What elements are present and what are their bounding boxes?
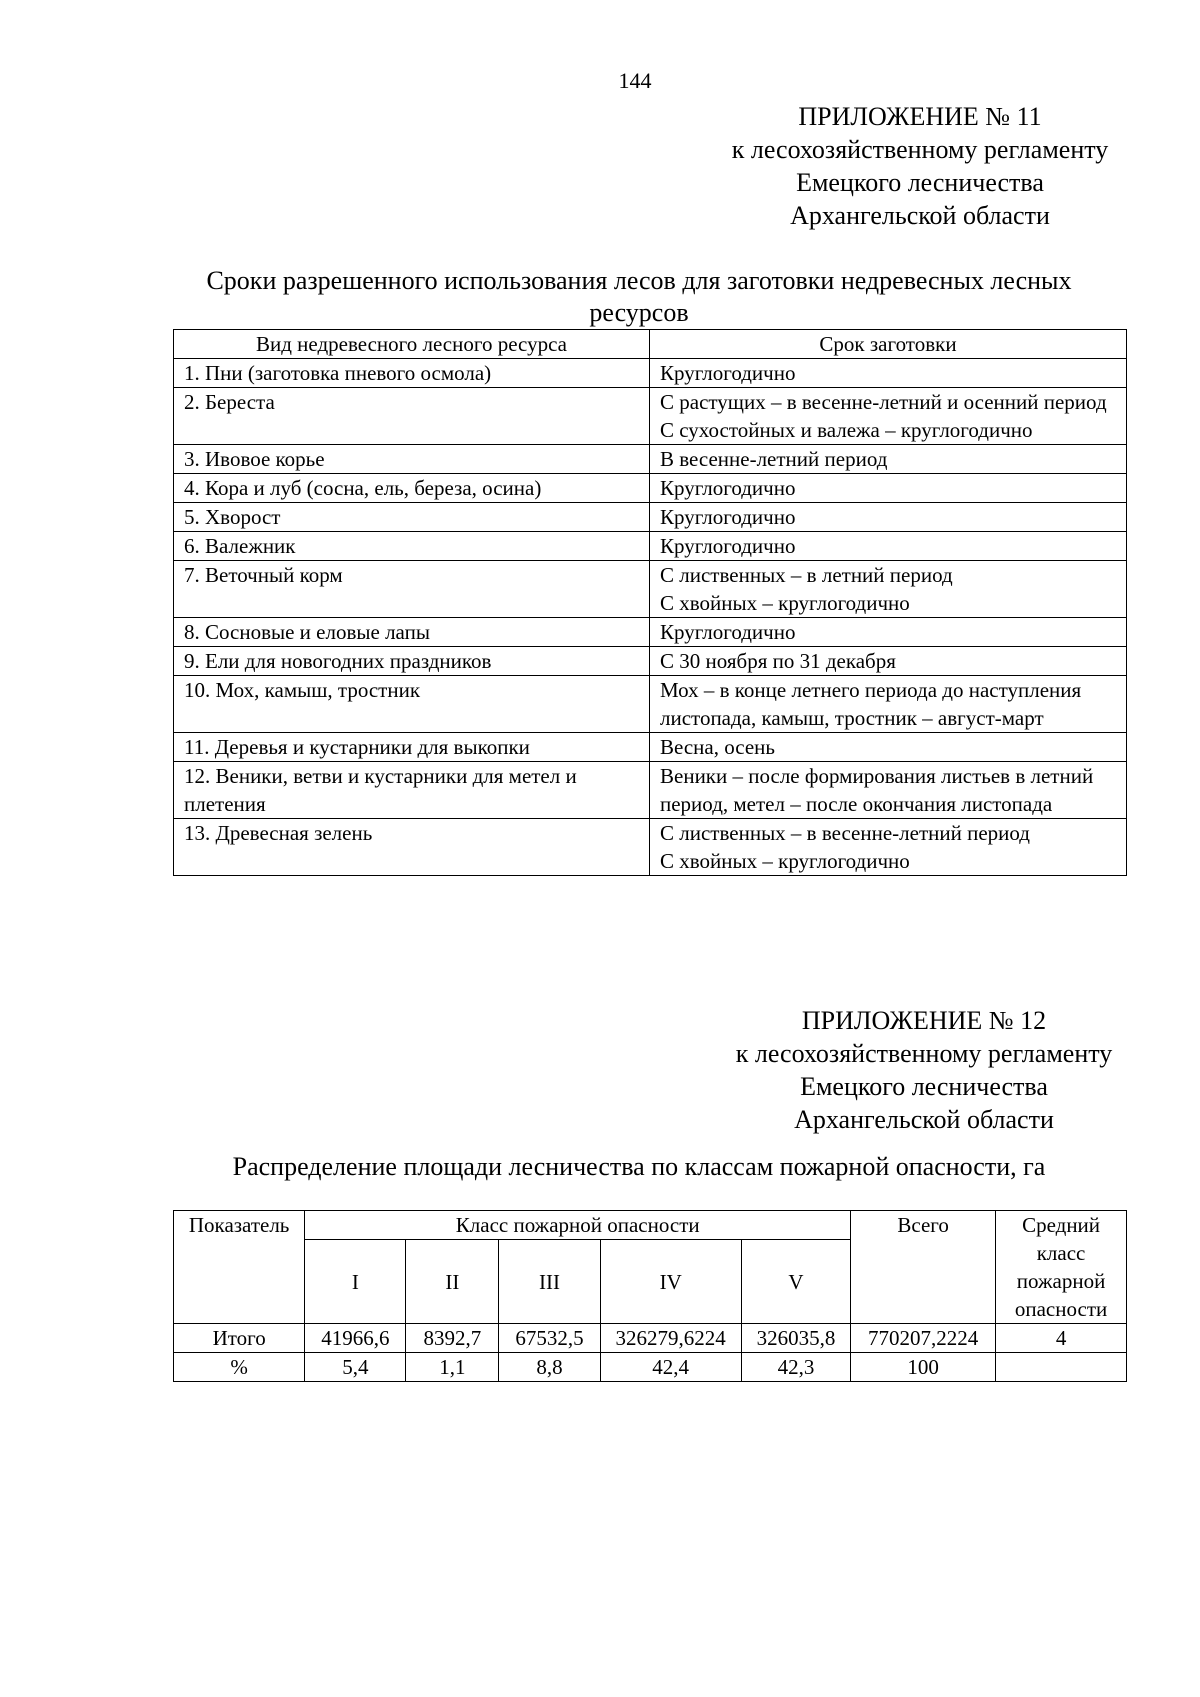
resource-cell: 6. Валежник <box>174 532 650 561</box>
resource-cell: 13. Древесная зелень <box>174 819 650 876</box>
term-cell <box>650 359 1127 388</box>
term-cell <box>650 445 1127 474</box>
term-cell <box>650 762 1127 819</box>
table-row <box>174 647 1127 676</box>
appendix-11-line: Архангельской области <box>790 201 1050 230</box>
total-cell: 100 <box>851 1353 996 1382</box>
appendix-12-line: Емецкого лесничества <box>800 1072 1048 1101</box>
harvest-terms-body <box>174 359 1127 876</box>
resource-cell: 9. Ели для новогодних праздников <box>174 647 650 676</box>
table-11-title <box>150 265 1128 329</box>
table-row <box>174 561 1127 618</box>
class-header: IV <box>600 1240 741 1324</box>
resource-cell: 2. Береста <box>174 388 650 445</box>
class-value-cell: 5,4 <box>305 1353 406 1382</box>
appendix-12-line: ПРИЛОЖЕНИЕ № 12 <box>801 1006 1047 1035</box>
term-line: С сухостойных и валежа – круглогодично <box>660 418 1033 442</box>
table-row <box>174 762 1127 819</box>
table-row <box>174 532 1127 561</box>
table-11-title-line: ресурсов <box>589 298 689 327</box>
table-row <box>174 733 1127 762</box>
table-row <box>174 445 1127 474</box>
column-header-average: Средний класс пожарной опасности <box>996 1211 1127 1324</box>
term-line: С лиственных – в летний период <box>660 563 953 587</box>
term-cell <box>650 819 1127 876</box>
term-cell <box>650 618 1127 647</box>
class-value-cell: 42,4 <box>600 1353 741 1382</box>
term-cell <box>650 647 1127 676</box>
fire-danger-table <box>173 1210 1127 1382</box>
table-row <box>174 388 1127 445</box>
class-value-cell: 67532,5 <box>499 1324 600 1353</box>
class-value-cell: 1,1 <box>406 1353 499 1382</box>
term-cell <box>650 388 1127 445</box>
table-row <box>174 1324 1127 1353</box>
term-line: С хвойных – круглогодично <box>660 591 910 615</box>
term-line: С лиственных – в весенне-летний период <box>660 821 1030 845</box>
table-row <box>174 1353 1127 1382</box>
appendix-12-line: Архангельской области <box>794 1105 1054 1134</box>
total-cell: 770207,2224 <box>851 1324 996 1353</box>
appendix-11-heading <box>680 100 1160 232</box>
table-header-row <box>174 1211 1127 1240</box>
class-value-cell: 326035,8 <box>741 1324 850 1353</box>
table-row <box>174 819 1127 876</box>
term-cell <box>650 474 1127 503</box>
class-header: I <box>305 1240 406 1324</box>
average-cell <box>996 1353 1127 1382</box>
term-line: Круглогодично <box>660 505 796 529</box>
term-line: С растущих – в весенне-летний и осенний период <box>660 390 1107 414</box>
harvest-terms-table <box>173 329 1127 876</box>
column-header-total: Всего <box>851 1211 996 1324</box>
class-header: V <box>741 1240 850 1324</box>
column-header-class-group: Класс пожарной опасности <box>305 1211 851 1240</box>
page-number: 144 <box>618 68 652 93</box>
appendix-11-line: к лесохозяйственному регламенту <box>731 135 1109 164</box>
fire-danger-body <box>174 1324 1127 1382</box>
column-header-indicator: Показатель <box>174 1211 305 1324</box>
term-line: Круглогодично <box>660 620 796 644</box>
term-line: Круглогодично <box>660 476 796 500</box>
term-line: Весна, осень <box>660 735 775 759</box>
table-11-title-line: Сроки разрешенного использования лесов для заготовки недревесных лесных <box>206 266 1072 295</box>
resource-cell: 12. Веники, ветви и кустарники для метел и плетения <box>174 762 650 819</box>
column-header-resource: Вид недревесного лесного ресурса <box>174 330 650 359</box>
class-value-cell: 8392,7 <box>406 1324 499 1353</box>
table-row <box>174 503 1127 532</box>
row-label-cell: Итого <box>174 1324 305 1353</box>
appendix-12-line: к лесохозяйственному регламенту <box>735 1039 1113 1068</box>
table-row <box>174 474 1127 503</box>
term-line: В весенне-летний период <box>660 447 888 471</box>
row-label-cell: % <box>174 1353 305 1382</box>
table-header-row <box>174 330 1127 359</box>
term-line: С хвойных – круглогодично <box>660 849 910 873</box>
appendix-11-line: ПРИЛОЖЕНИЕ № 11 <box>798 102 1042 131</box>
class-value-cell: 8,8 <box>499 1353 600 1382</box>
term-line: Круглогодично <box>660 534 796 558</box>
appendix-11-line: Емецкого лесничества <box>796 168 1044 197</box>
table-row <box>174 359 1127 388</box>
appendix-12-heading <box>684 1004 1164 1136</box>
resource-cell: 7. Веточный корм <box>174 561 650 618</box>
term-cell <box>650 503 1127 532</box>
table-12-title: Распределение площади лесничества по классам пожарной опасности, га <box>232 1152 1046 1181</box>
term-cell <box>650 733 1127 762</box>
term-line: Веники – после формирования листьев в летний период, метел – после окончания листопада <box>660 764 1094 816</box>
resource-cell: 11. Деревья и кустарники для выкопки <box>174 733 650 762</box>
resource-cell: 10. Мох, камыш, тростник <box>174 676 650 733</box>
term-line: С 30 ноября по 31 декабря <box>660 649 896 673</box>
table-row <box>174 676 1127 733</box>
term-cell <box>650 532 1127 561</box>
class-value-cell: 42,3 <box>741 1353 850 1382</box>
resource-cell: 5. Хворост <box>174 503 650 532</box>
resource-cell: 3. Ивовое корье <box>174 445 650 474</box>
resource-cell: 1. Пни (заготовка пневого осмола) <box>174 359 650 388</box>
column-header-term: Срок заготовки <box>650 330 1127 359</box>
term-cell <box>650 676 1127 733</box>
class-header: III <box>499 1240 600 1324</box>
term-line: Мох – в конце летнего периода до наступления листопада, камыш, тростник – август-март <box>660 678 1082 730</box>
class-value-cell: 326279,6224 <box>600 1324 741 1353</box>
term-line: Круглогодично <box>660 361 796 385</box>
resource-cell: 8. Сосновые и еловые лапы <box>174 618 650 647</box>
class-header: II <box>406 1240 499 1324</box>
table-row <box>174 618 1127 647</box>
term-cell <box>650 561 1127 618</box>
class-value-cell: 41966,6 <box>305 1324 406 1353</box>
average-cell: 4 <box>996 1324 1127 1353</box>
resource-cell: 4. Кора и луб (сосна, ель, береза, осина) <box>174 474 650 503</box>
